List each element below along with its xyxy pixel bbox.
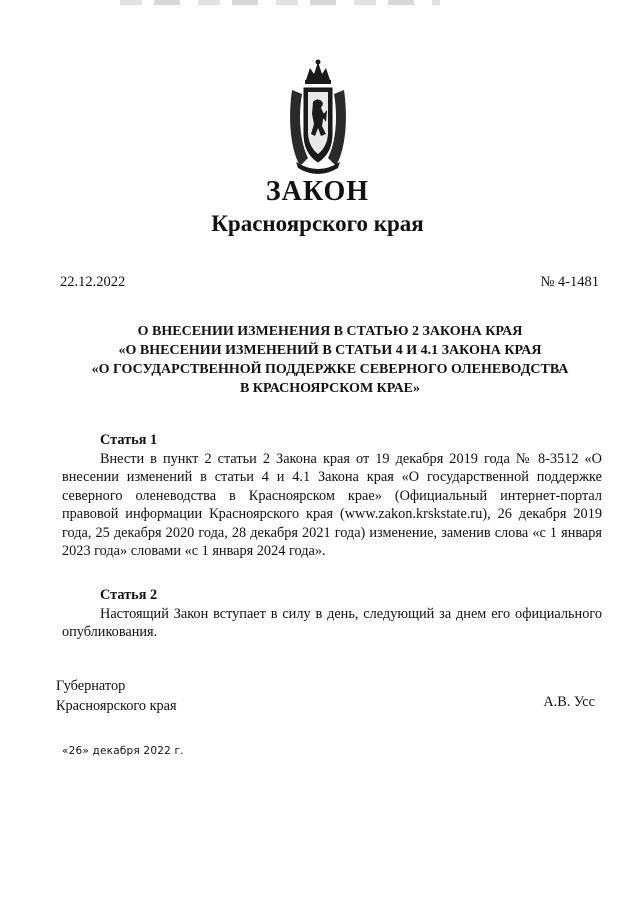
law-name-line: В КРАСНОЯРСКОМ КРАЕ» bbox=[239, 381, 421, 396]
document-title: ЗАКОН bbox=[265, 176, 370, 207]
signatory-name: А.В. Усс bbox=[543, 694, 595, 710]
document-subtitle: Красноярского края bbox=[211, 211, 424, 236]
law-name-line: «О ВНЕСЕНИИ ИЗМЕНЕНИЙ В СТАТЬИ 4 И 4.1 ЗАКОНА КРАЯ bbox=[118, 343, 542, 358]
signatory-position bbox=[56, 676, 177, 716]
article-heading: Статья 2 bbox=[100, 587, 158, 603]
document-number: № 4-1481 bbox=[540, 274, 599, 290]
article-2 bbox=[62, 586, 602, 642]
article-text: Настоящий Закон вступает в силу в день, следующий за днем его официального опубликования. bbox=[62, 605, 602, 640]
law-name-line: «О ГОСУДАРСТВЕННОЙ ПОДДЕРЖКЕ СЕВЕРНОГО ОЛЕНЕВОДСТВА bbox=[91, 362, 569, 377]
signature-date: «26» декабря 2022 г. bbox=[62, 745, 184, 757]
document-date: 22.12.2022 bbox=[60, 274, 126, 290]
signatory-position-line: Губернатор bbox=[56, 678, 126, 694]
article-text: Внести в пункт 2 статьи 2 Закона края от 19 декабря 2019 года № 8-3512 «О внесении изменений в статьи 4 и 4.1 Закона края «О государственной поддержке северного оленеводства в Красноярском крае» (Официальный интернет-портал правовой информации Красноярского края (www.zakon.krskstate.ru), 26 декабря 2019 года, 25 декабря 2020 года, 28 декабря 2021 года) изменение, заменив слова «с 1 января 2023 года» словами «с 1 января 2024 года». bbox=[62, 450, 602, 559]
coat-of-arms-icon bbox=[286, 58, 350, 176]
law-name-line: О ВНЕСЕНИИ ИЗМЕНЕНИЯ В СТАТЬЮ 2 ЗАКОНА КРАЯ bbox=[137, 324, 523, 339]
law-name bbox=[60, 322, 600, 398]
article-heading: Статья 1 bbox=[100, 432, 158, 448]
article-1 bbox=[62, 431, 602, 561]
scan-artifact bbox=[120, 0, 440, 5]
signatory-position-line: Красноярского края bbox=[56, 698, 177, 714]
